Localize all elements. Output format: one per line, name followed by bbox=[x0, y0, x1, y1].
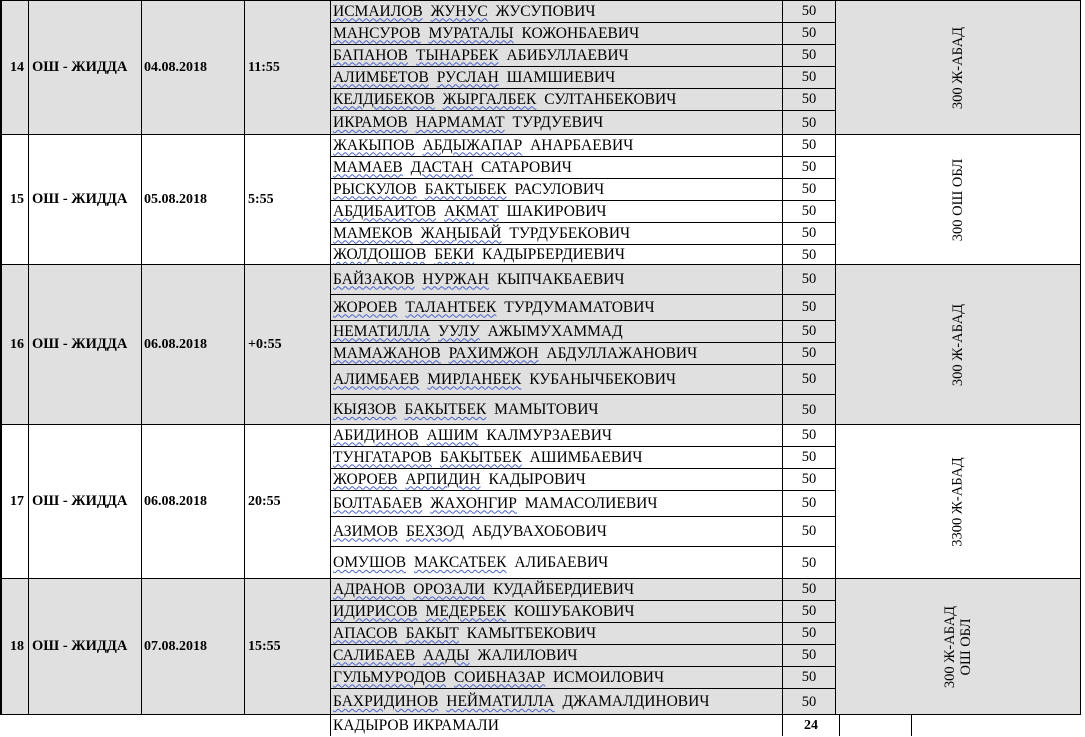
passenger-name bbox=[331, 246, 625, 264]
count-row bbox=[783, 547, 835, 579]
count-row bbox=[783, 201, 835, 223]
passenger-row bbox=[331, 343, 782, 365]
passenger-surname: БАЙЗАКОВ bbox=[333, 270, 415, 288]
footer-empty-cell bbox=[912, 715, 1081, 736]
passenger-row bbox=[331, 365, 782, 395]
count-row bbox=[783, 245, 835, 265]
passenger-given-name: НАРМАМАТ bbox=[415, 114, 505, 131]
passenger-row bbox=[331, 667, 782, 689]
destination-text bbox=[942, 605, 974, 687]
destination-line: 3300 Ж-АБАД bbox=[949, 456, 966, 547]
passenger-patronymic: КАДЫРБЕРДИЕВИЧ bbox=[482, 246, 625, 263]
passenger-patronymic: ТУРДУМАМАТОВИЧ bbox=[504, 298, 655, 316]
passenger-name bbox=[331, 91, 676, 109]
destination bbox=[835, 425, 1081, 578]
passenger-row bbox=[331, 447, 782, 469]
passenger-patronymic: АБИБУЛЛАЕВИЧ bbox=[506, 46, 629, 64]
passenger-count: 50 bbox=[801, 91, 817, 107]
passenger-surname: ТУНГАТАРОВ bbox=[333, 448, 432, 466]
count-row bbox=[783, 1, 835, 23]
passenger-patronymic: ШАКИРОВИЧ bbox=[506, 202, 607, 220]
passenger-given-name: УУЛУ bbox=[438, 322, 480, 340]
departure-time: +0:55 bbox=[244, 265, 330, 424]
passenger-given-name: НЕЙМАТИЛЛА bbox=[446, 693, 555, 710]
count-row bbox=[783, 223, 835, 245]
passenger-name bbox=[331, 299, 655, 317]
passenger-count: 50 bbox=[801, 471, 817, 487]
passenger-count: 50 bbox=[801, 246, 817, 263]
passenger-name bbox=[331, 181, 604, 199]
destination-line: 300 Ж-АБАД bbox=[949, 26, 966, 109]
passenger-patronymic: КОШУБАКОВИЧ bbox=[514, 602, 635, 620]
passenger-names bbox=[330, 135, 782, 264]
passenger-surname: АБИДИНОВ bbox=[333, 426, 419, 444]
passenger-row bbox=[331, 1, 782, 23]
passenger-given-name: БАКТЫБЕК bbox=[424, 180, 507, 198]
passenger-patronymic: КУДАЙБЕРДИЕВИЧ bbox=[492, 580, 635, 598]
destination bbox=[835, 579, 1081, 714]
destination-line: 300 ОШ ОБЛ bbox=[950, 158, 966, 241]
passenger-patronymic: ТУРДУЕВИЧ bbox=[512, 114, 604, 131]
count-row bbox=[783, 579, 835, 601]
passenger-name bbox=[331, 3, 595, 21]
passenger-surname: АПАСОВ bbox=[333, 624, 398, 642]
passenger-count: 50 bbox=[801, 603, 817, 619]
count-row bbox=[783, 689, 835, 715]
passenger-given-name: БЕКИ bbox=[434, 246, 475, 263]
passenger-name bbox=[331, 401, 599, 419]
count-row bbox=[783, 601, 835, 623]
passenger-surname: ЖОРОЕВ bbox=[333, 298, 398, 316]
passenger-count: 50 bbox=[801, 137, 817, 153]
passenger-row bbox=[331, 67, 782, 89]
passenger-row bbox=[331, 395, 782, 425]
passenger-patronymic: ШАМШИЕВИЧ bbox=[506, 68, 616, 86]
departure-date: 06.08.2018 bbox=[141, 265, 244, 424]
group-number: 15 bbox=[0, 135, 28, 264]
count-row bbox=[783, 645, 835, 667]
count-row bbox=[783, 517, 835, 547]
passenger-patronymic: ТУРДУБЕКОВИЧ bbox=[509, 224, 631, 242]
passenger-given-name: МЕДЕРБЕК bbox=[425, 602, 507, 620]
destination-line: ОШ ОБЛ bbox=[957, 618, 974, 676]
passenger-surname: МАМАЖАНОВ bbox=[333, 344, 441, 362]
passenger-row bbox=[331, 179, 782, 201]
passenger-counts bbox=[782, 425, 835, 578]
passenger-surname: ЖОРОЕВ bbox=[333, 470, 398, 488]
passenger-patronymic: СУЛТАНБЕКОВИЧ bbox=[544, 90, 677, 108]
passenger-patronymic: КАДЫРОВИЧ bbox=[488, 470, 586, 488]
passenger-name bbox=[331, 669, 664, 687]
passenger-name bbox=[331, 225, 630, 243]
passenger-given-name: МИРЛАНБЕК bbox=[427, 370, 522, 388]
passenger-given-name: ЖАҢЫБАЙ bbox=[420, 224, 502, 242]
passenger-given-name: НУРЖАН bbox=[422, 270, 489, 288]
passenger-row bbox=[331, 265, 782, 295]
passenger-count: 50 bbox=[801, 299, 817, 315]
passenger-patronymic: АБДУВАХОБОВИЧ bbox=[471, 522, 607, 540]
passenger-row bbox=[331, 425, 782, 447]
passenger-name bbox=[331, 345, 697, 363]
passenger-row bbox=[331, 245, 782, 265]
count-row bbox=[783, 469, 835, 491]
passenger-row bbox=[331, 579, 782, 601]
passenger-row bbox=[331, 491, 782, 517]
passenger-patronymic: РАСУЛОВИЧ bbox=[514, 180, 605, 198]
passenger-count: 50 bbox=[801, 693, 817, 710]
count-row bbox=[783, 295, 835, 321]
passenger-given-name: ТЫНАРБЕК bbox=[415, 46, 499, 64]
route: ОШ - ЖИДДА bbox=[28, 265, 141, 424]
destination-text bbox=[950, 303, 966, 385]
passenger-name bbox=[331, 427, 612, 445]
passenger-names bbox=[330, 579, 782, 714]
passenger-given-name: ТАЛАНТБЕК bbox=[405, 298, 497, 316]
passenger-patronymic: МАМЫТОВИЧ bbox=[494, 401, 599, 418]
footer-row bbox=[330, 714, 1081, 736]
passenger-name bbox=[331, 25, 639, 43]
passenger-row bbox=[331, 45, 782, 67]
count-row bbox=[783, 365, 835, 395]
passenger-count: 50 bbox=[801, 371, 817, 387]
departure-time: 15:55 bbox=[244, 579, 330, 714]
passenger-given-name: СОИБНАЗАР bbox=[453, 668, 546, 686]
passenger-count: 50 bbox=[801, 669, 817, 685]
passenger-patronymic: АЛИБАЕВИЧ bbox=[514, 554, 609, 571]
passenger-name bbox=[331, 371, 676, 389]
passenger-surname: БАПАНОВ bbox=[333, 46, 409, 64]
passenger-name bbox=[331, 523, 607, 541]
destination bbox=[835, 1, 1081, 134]
departure-date: 07.08.2018 bbox=[141, 579, 244, 714]
passenger-count: 50 bbox=[801, 47, 817, 63]
destination bbox=[835, 265, 1081, 424]
passenger-given-name: ААДЫ bbox=[423, 646, 470, 664]
departure-date: 05.08.2018 bbox=[141, 135, 244, 264]
passenger-name bbox=[331, 159, 572, 177]
passenger-surname: БОЛТАБАЕВ bbox=[333, 494, 423, 512]
passenger-patronymic: МАМАСОЛИЕВИЧ bbox=[524, 494, 658, 512]
count-row bbox=[783, 135, 835, 157]
passenger-surname: ГУЛЬМУРОДОВ bbox=[333, 668, 447, 686]
route: ОШ - ЖИДДА bbox=[28, 425, 141, 578]
passenger-patronymic: АБДУЛЛАЖАНОВИЧ bbox=[546, 344, 698, 362]
passenger-counts bbox=[782, 135, 835, 264]
passenger-name bbox=[331, 471, 586, 489]
passenger-count: 50 bbox=[801, 323, 817, 339]
passenger-surname: МАНСУРОВ bbox=[333, 24, 421, 42]
passenger-counts bbox=[782, 579, 835, 714]
passenger-count: 50 bbox=[801, 581, 817, 597]
passenger-count: 50 bbox=[801, 225, 817, 241]
passenger-given-name: АКМАТ bbox=[444, 202, 499, 220]
footer-name: КАДЫРОВ ИКРАМАЛИ bbox=[330, 715, 782, 736]
passenger-name bbox=[331, 581, 634, 599]
passenger-names bbox=[330, 265, 782, 424]
passenger-row bbox=[331, 623, 782, 645]
destination-text bbox=[950, 26, 966, 108]
passenger-name bbox=[331, 625, 596, 643]
flight-group-17 bbox=[0, 424, 1081, 578]
passenger-patronymic: АЖЫМУХАММАД bbox=[487, 322, 623, 340]
passenger-count: 50 bbox=[801, 203, 817, 219]
passenger-patronymic: КУБАНЫЧБЕКОВИЧ bbox=[529, 370, 676, 388]
departure-time: 5:55 bbox=[244, 135, 330, 264]
passenger-surname: МАМАЕВ bbox=[333, 158, 403, 176]
passenger-surname: ИСМАИЛОВ bbox=[333, 2, 423, 20]
passenger-row bbox=[331, 201, 782, 223]
destination-text bbox=[950, 158, 966, 240]
count-row bbox=[783, 23, 835, 45]
group-number: 17 bbox=[0, 425, 28, 578]
passenger-row bbox=[331, 645, 782, 667]
passenger-count: 50 bbox=[801, 25, 817, 41]
departure-time: 20:55 bbox=[244, 425, 330, 578]
count-row bbox=[783, 491, 835, 517]
passenger-count: 50 bbox=[801, 401, 817, 418]
footer-empty-cell bbox=[840, 715, 912, 736]
passenger-count: 50 bbox=[801, 554, 817, 571]
count-row bbox=[783, 111, 835, 135]
passenger-patronymic: КОЖОНБАЕВИЧ bbox=[521, 24, 640, 42]
passenger-name bbox=[331, 47, 629, 65]
passenger-row bbox=[331, 111, 782, 135]
passenger-patronymic: КАМЫТБЕКОВИЧ bbox=[466, 624, 597, 642]
passenger-row bbox=[331, 321, 782, 343]
passenger-patronymic: КАЛМУРЗАЕВИЧ bbox=[486, 426, 612, 444]
passenger-row bbox=[331, 517, 782, 547]
count-row bbox=[783, 179, 835, 201]
passenger-surname: ЖАКЫПОВ bbox=[333, 136, 415, 154]
passenger-count: 50 bbox=[801, 495, 817, 511]
passenger-names bbox=[330, 1, 782, 134]
passenger-row bbox=[331, 89, 782, 111]
destination-line: 300 Ж-АБАД bbox=[941, 605, 958, 688]
passenger-patronymic: КЫПЧАКБАЕВИЧ bbox=[496, 270, 625, 288]
passenger-count: 50 bbox=[801, 345, 817, 361]
passenger-surname: АЛИМБЕТОВ bbox=[333, 68, 429, 86]
passenger-count: 50 bbox=[801, 3, 817, 19]
passenger-row bbox=[331, 469, 782, 491]
passenger-patronymic: САТАРОВИЧ bbox=[480, 158, 572, 176]
table-bottom-border bbox=[0, 714, 330, 715]
passenger-given-name: РАХИМЖОН bbox=[448, 344, 539, 362]
passenger-given-name: ЖЫРГАЛБЕК bbox=[442, 90, 537, 108]
passenger-given-name: БЕХЗОД bbox=[405, 522, 464, 540]
count-row bbox=[783, 623, 835, 645]
passenger-name bbox=[331, 69, 615, 87]
passenger-name bbox=[331, 203, 607, 221]
passenger-count: 50 bbox=[801, 159, 817, 175]
passenger-patronymic: ДЖАМАЛДИНОВИЧ bbox=[562, 693, 710, 710]
passenger-count: 50 bbox=[801, 625, 817, 641]
passenger-names bbox=[330, 425, 782, 578]
count-row bbox=[783, 425, 835, 447]
passenger-name bbox=[331, 647, 578, 665]
passenger-row bbox=[331, 23, 782, 45]
passenger-surname: РЫСКУЛОВ bbox=[333, 180, 417, 198]
passenger-surname: МАМЕКОВ bbox=[333, 224, 413, 242]
passenger-patronymic: ИСМОИЛОВИЧ bbox=[553, 668, 665, 686]
flight-group-18 bbox=[0, 578, 1081, 714]
count-row bbox=[783, 67, 835, 89]
passenger-name bbox=[331, 495, 657, 513]
passenger-surname: АЛИМБАЕВ bbox=[333, 370, 420, 388]
passenger-surname: ИКРАМОВ bbox=[333, 114, 408, 131]
passenger-name bbox=[331, 603, 634, 621]
group-number: 16 bbox=[0, 265, 28, 424]
passenger-row bbox=[331, 157, 782, 179]
route: ОШ - ЖИДДА bbox=[28, 135, 141, 264]
passenger-count: 50 bbox=[801, 449, 817, 465]
passenger-given-name: АРПИДИН bbox=[405, 470, 481, 488]
flight-group-15 bbox=[0, 134, 1081, 264]
passenger-given-name: МАКСАТБЕК bbox=[414, 554, 507, 571]
passenger-given-name: ЖАХОНГИР bbox=[430, 494, 517, 512]
passenger-name bbox=[331, 137, 633, 155]
passenger-name bbox=[331, 323, 623, 341]
passenger-name bbox=[331, 449, 642, 467]
passenger-counts bbox=[782, 265, 835, 424]
departure-date: 04.08.2018 bbox=[141, 1, 244, 134]
passenger-counts bbox=[782, 1, 835, 134]
count-row bbox=[783, 667, 835, 689]
count-row bbox=[783, 157, 835, 179]
passenger-surname: БАХРИДИНОВ bbox=[333, 693, 439, 710]
passenger-name bbox=[331, 693, 709, 711]
destination-line: 300 Ж-АБАД bbox=[949, 303, 966, 386]
passenger-row bbox=[331, 223, 782, 245]
passenger-given-name: ДАСТАН bbox=[410, 158, 474, 176]
passenger-name bbox=[331, 271, 624, 289]
passenger-row bbox=[331, 601, 782, 623]
passenger-surname: АБДИБАИТОВ bbox=[333, 202, 437, 220]
count-row bbox=[783, 343, 835, 365]
passenger-given-name: БАКЫТБЕК bbox=[404, 401, 487, 418]
passenger-count: 50 bbox=[801, 181, 817, 197]
passenger-surname: ИДИРИСОВ bbox=[333, 602, 418, 620]
passenger-given-name: ЖУНУС bbox=[430, 2, 488, 20]
count-row bbox=[783, 89, 835, 111]
departure-time: 11:55 bbox=[244, 1, 330, 134]
group-number: 18 bbox=[0, 579, 28, 714]
passenger-patronymic: АШИМБАЕВИЧ bbox=[529, 448, 643, 466]
count-row bbox=[783, 321, 835, 343]
passenger-count: 50 bbox=[801, 271, 817, 287]
passenger-patronymic: ЖАЛИЛОВИЧ bbox=[477, 646, 578, 664]
passenger-surname: АЗИМОВ bbox=[333, 522, 399, 540]
passenger-count: 50 bbox=[801, 114, 817, 131]
passenger-given-name: МУРАТАЛЫ bbox=[428, 24, 514, 42]
passenger-surname: АДРАНОВ bbox=[333, 580, 406, 598]
passenger-given-name: БАКЫТБЕК bbox=[439, 448, 522, 466]
route: ОШ - ЖИДДА bbox=[28, 579, 141, 714]
passenger-count: 50 bbox=[801, 427, 817, 443]
passenger-row bbox=[331, 135, 782, 157]
passenger-given-name: АБДЫЖАПАР bbox=[422, 136, 523, 154]
passenger-given-name: АШИМ bbox=[426, 426, 479, 444]
passenger-surname: КЕЛДИБЕКОВ bbox=[333, 90, 435, 108]
passenger-given-name: ОРОЗАЛИ bbox=[413, 580, 486, 598]
passenger-name bbox=[331, 554, 608, 572]
group-number: 14 bbox=[0, 1, 28, 134]
count-row bbox=[783, 395, 835, 425]
passenger-count: 50 bbox=[801, 523, 817, 539]
passenger-name bbox=[331, 114, 603, 132]
destination-text bbox=[950, 457, 966, 546]
flight-group-16 bbox=[0, 264, 1081, 424]
passenger-row bbox=[331, 295, 782, 321]
count-row bbox=[783, 45, 835, 67]
passenger-patronymic: ЖУСУПОВИЧ bbox=[495, 2, 596, 20]
passenger-row bbox=[331, 689, 782, 715]
count-row bbox=[783, 265, 835, 295]
passenger-count: 50 bbox=[801, 69, 817, 85]
count-row bbox=[783, 447, 835, 469]
passenger-surname: ОМУШОВ bbox=[333, 554, 407, 571]
departure-date: 06.08.2018 bbox=[141, 425, 244, 578]
passenger-count: 50 bbox=[801, 647, 817, 663]
flight-group-14 bbox=[0, 0, 1081, 134]
passenger-surname: САЛИБАЕВ bbox=[333, 646, 416, 664]
footer-count: 24 bbox=[782, 715, 840, 736]
passenger-row bbox=[331, 547, 782, 579]
passenger-given-name: БАКЫТ bbox=[405, 624, 459, 642]
destination bbox=[835, 135, 1081, 264]
route: ОШ - ЖИДДА bbox=[28, 1, 141, 134]
passenger-surname: КЫЯЗОВ bbox=[333, 401, 397, 418]
passenger-surname: ЖОЛДОШОВ bbox=[333, 246, 427, 263]
passenger-patronymic: АНАРБАЕВИЧ bbox=[530, 136, 634, 154]
passenger-surname: НЕМАТИЛЛА bbox=[333, 322, 431, 340]
passenger-given-name: РУСЛАН bbox=[436, 68, 499, 86]
